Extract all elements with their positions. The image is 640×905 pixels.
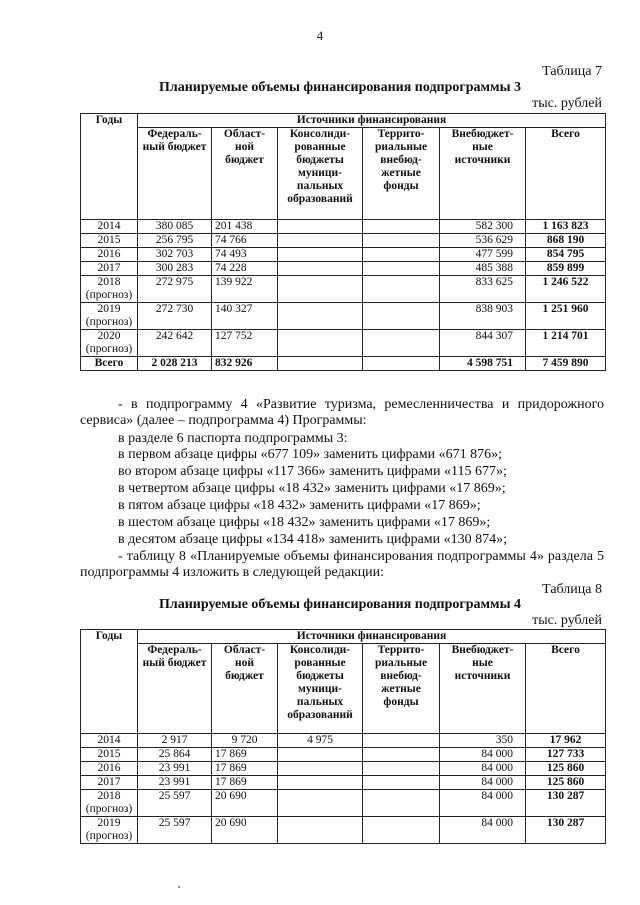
cell-funds [363, 357, 440, 371]
cell-funds [363, 220, 440, 234]
cell-total: 130 287 [526, 790, 606, 817]
cell-total: 859 899 [526, 262, 606, 276]
cell-extrabudget: 477 599 [440, 248, 526, 262]
cell-federal: 302 703 [138, 248, 212, 262]
col-head-funds: Террито-риальные внебюд-жетные фонды [363, 128, 440, 220]
cell-funds [363, 234, 440, 248]
cell-extrabudget: 84 000 [440, 776, 526, 790]
table-row [81, 220, 606, 234]
year-cell: 2019 (прогноз) [81, 817, 138, 844]
cell-federal: 23 991 [138, 762, 212, 776]
cell-municipal [278, 330, 363, 357]
cell-extrabudget: 4 598 751 [440, 357, 526, 371]
table8-title: Планируемые объемы финансирования подпрограммы 4 [158, 597, 522, 612]
table-row [81, 817, 606, 844]
cell-municipal [278, 790, 363, 817]
col-head-funds: Террито-риальные внебюд-жетные фонды [363, 644, 440, 734]
cell-federal: 242 642 [138, 330, 212, 357]
cell-funds [363, 790, 440, 817]
cell-funds [363, 330, 440, 357]
cell-total: 1 251 960 [526, 303, 606, 330]
cell-federal: 2 917 [138, 734, 212, 748]
col-head-regional: Област-ной бюджет [212, 644, 278, 734]
table-row [81, 734, 606, 748]
col-head-years: Годы [81, 630, 138, 734]
text-line: в разделе 6 паспорта подпрограммы 3: [118, 431, 348, 446]
cell-federal: 25 597 [138, 790, 212, 817]
cell-regional: 20 690 [212, 817, 278, 844]
year-cell: 2018 (прогноз) [81, 276, 138, 303]
cell-regional: 832 926 [212, 357, 278, 371]
cell-extrabudget: 84 000 [440, 817, 526, 844]
table-row [81, 234, 606, 248]
col-head-extrabudget: Внебюджет-ные источники [440, 644, 526, 734]
cell-total: 127 733 [526, 748, 606, 762]
cell-total: 130 287 [526, 817, 606, 844]
col-head-sources: Источники финансирования [138, 630, 606, 644]
col-head-federal: Федераль-ный бюджет [138, 644, 212, 734]
col-head-regional: Област-ной бюджет [212, 128, 278, 220]
text-line: в первом абзаце цифры «677 109» заменить цифрами «671 876»; [118, 447, 502, 462]
table-row [81, 262, 606, 276]
cell-municipal [278, 762, 363, 776]
cell-extrabudget: 84 000 [440, 790, 526, 817]
year-cell: 2019 (прогноз) [81, 303, 138, 330]
cell-funds [363, 248, 440, 262]
table7 [80, 113, 606, 371]
table-row [81, 276, 606, 303]
cell-extrabudget: 84 000 [440, 748, 526, 762]
cell-regional: 74 493 [212, 248, 278, 262]
paragraph-table8: - таблицу 8 «Планируемые объемы финансирования подпрограммы 4» раздела 5 подпрограммы 4 изложить в следующей редакции: [80, 549, 604, 580]
cell-regional: 20 690 [212, 790, 278, 817]
col-head-sources: Источники финансирования [138, 114, 606, 128]
table-row [81, 762, 606, 776]
cell-total: 125 860 [526, 762, 606, 776]
year-cell: 2018 (прогноз) [81, 790, 138, 817]
cell-federal: 25 597 [138, 817, 212, 844]
text-line: в десятом абзаце цифры «134 418» заменить цифрами «130 874»; [118, 532, 508, 547]
table-row [81, 748, 606, 762]
col-head-total: Всего [526, 644, 606, 734]
col-head-municipal: Консолиди-рованные бюджеты муници-пальных образований [278, 644, 363, 734]
cell-federal: 25 864 [138, 748, 212, 762]
cell-regional: 201 438 [212, 220, 278, 234]
year-cell: 2017 [81, 776, 138, 790]
col-head-extrabudget: Внебюджет-ные источники [440, 128, 526, 220]
year-cell: 2015 [81, 748, 138, 762]
year-cell: 2016 [81, 248, 138, 262]
year-cell: 2014 [81, 734, 138, 748]
cell-extrabudget: 350 [440, 734, 526, 748]
table-row [81, 248, 606, 262]
year-cell: 2015 [81, 234, 138, 248]
table-row [81, 303, 606, 330]
cell-extrabudget: 582 300 [440, 220, 526, 234]
cell-municipal [278, 248, 363, 262]
table-row [81, 330, 606, 357]
year-cell: 2014 [81, 220, 138, 234]
cell-regional: 139 922 [212, 276, 278, 303]
cell-regional: 74 228 [212, 262, 278, 276]
year-cell: 2016 [81, 762, 138, 776]
paragraph-subprogram4: - в подпрограмму 4 «Развитие туризма, ремесленничества и придорожного сервиса» (далее – подпрограмма 4) Программы: [80, 397, 604, 428]
table7-label: Таблица 7 [542, 64, 602, 79]
col-head-total: Всего [526, 128, 606, 220]
year-cell: 2020 (прогноз) [81, 330, 138, 357]
cell-municipal [278, 817, 363, 844]
cell-total: 1 214 701 [526, 330, 606, 357]
text-line: во втором абзаце цифры «117 366» заменить цифрами «115 677»; [118, 464, 507, 479]
cell-total: 1 246 522 [526, 276, 606, 303]
cell-federal: 300 283 [138, 262, 212, 276]
cell-municipal [278, 357, 363, 371]
cell-municipal [278, 234, 363, 248]
total-label: Всего [81, 357, 138, 371]
col-head-municipal: Консолиди-рованные бюджеты муници-пальных образований [278, 128, 363, 220]
cell-federal: 272 730 [138, 303, 212, 330]
cell-funds [363, 776, 440, 790]
text-line: в четвертом абзаце цифры «18 432» заменить цифрами «17 869»; [118, 481, 506, 496]
cell-municipal [278, 220, 363, 234]
cell-federal: 23 991 [138, 776, 212, 790]
cell-extrabudget: 838 903 [440, 303, 526, 330]
cell-extrabudget: 844 307 [440, 330, 526, 357]
table7-units: тыс. рублей [532, 96, 602, 111]
cell-municipal [278, 276, 363, 303]
cell-extrabudget: 833 625 [440, 276, 526, 303]
table7-title: Планируемые объемы финансирования подпрограммы 3 [158, 80, 522, 95]
cell-federal: 380 085 [138, 220, 212, 234]
table8-units: тыс. рублей [532, 613, 602, 628]
cell-total: 7 459 890 [526, 357, 606, 371]
cell-funds [363, 303, 440, 330]
cell-municipal [278, 776, 363, 790]
cell-total: 17 962 [526, 734, 606, 748]
cell-regional: 17 869 [212, 776, 278, 790]
cell-federal: 272 975 [138, 276, 212, 303]
table8-label: Таблица 8 [542, 582, 602, 597]
cell-funds [363, 276, 440, 303]
cell-extrabudget: 536 629 [440, 234, 526, 248]
year-cell: 2017 [81, 262, 138, 276]
page-number: 4 [316, 28, 324, 43]
cell-funds [363, 817, 440, 844]
cell-extrabudget: 84 000 [440, 762, 526, 776]
table-row [81, 790, 606, 817]
text-line: в пятом абзаце цифры «18 432» заменить цифрами «17 869»; [118, 498, 481, 513]
cell-extrabudget: 485 388 [440, 262, 526, 276]
cell-total: 854 795 [526, 248, 606, 262]
cell-funds [363, 734, 440, 748]
table-row [81, 776, 606, 790]
cell-federal: 256 795 [138, 234, 212, 248]
cell-regional: 74 766 [212, 234, 278, 248]
cell-regional: 9 720 [212, 734, 278, 748]
cell-regional: 17 869 [212, 762, 278, 776]
scan-speck [178, 886, 180, 888]
cell-municipal [278, 262, 363, 276]
cell-federal: 2 028 213 [138, 357, 212, 371]
cell-funds [363, 762, 440, 776]
cell-total: 125 860 [526, 776, 606, 790]
col-head-years: Годы [81, 114, 138, 220]
cell-funds [363, 262, 440, 276]
cell-total: 1 163 823 [526, 220, 606, 234]
cell-regional: 127 752 [212, 330, 278, 357]
total-row [81, 357, 606, 371]
cell-funds [363, 748, 440, 762]
cell-municipal [278, 303, 363, 330]
table8 [80, 629, 606, 844]
cell-regional: 17 869 [212, 748, 278, 762]
cell-municipal [278, 748, 363, 762]
text-line: в шестом абзаце цифры «18 432» заменить цифрами «17 869»; [118, 515, 491, 530]
cell-regional: 140 327 [212, 303, 278, 330]
col-head-federal: Федераль-ный бюджет [138, 128, 212, 220]
cell-total: 868 190 [526, 234, 606, 248]
cell-municipal: 4 975 [278, 734, 363, 748]
